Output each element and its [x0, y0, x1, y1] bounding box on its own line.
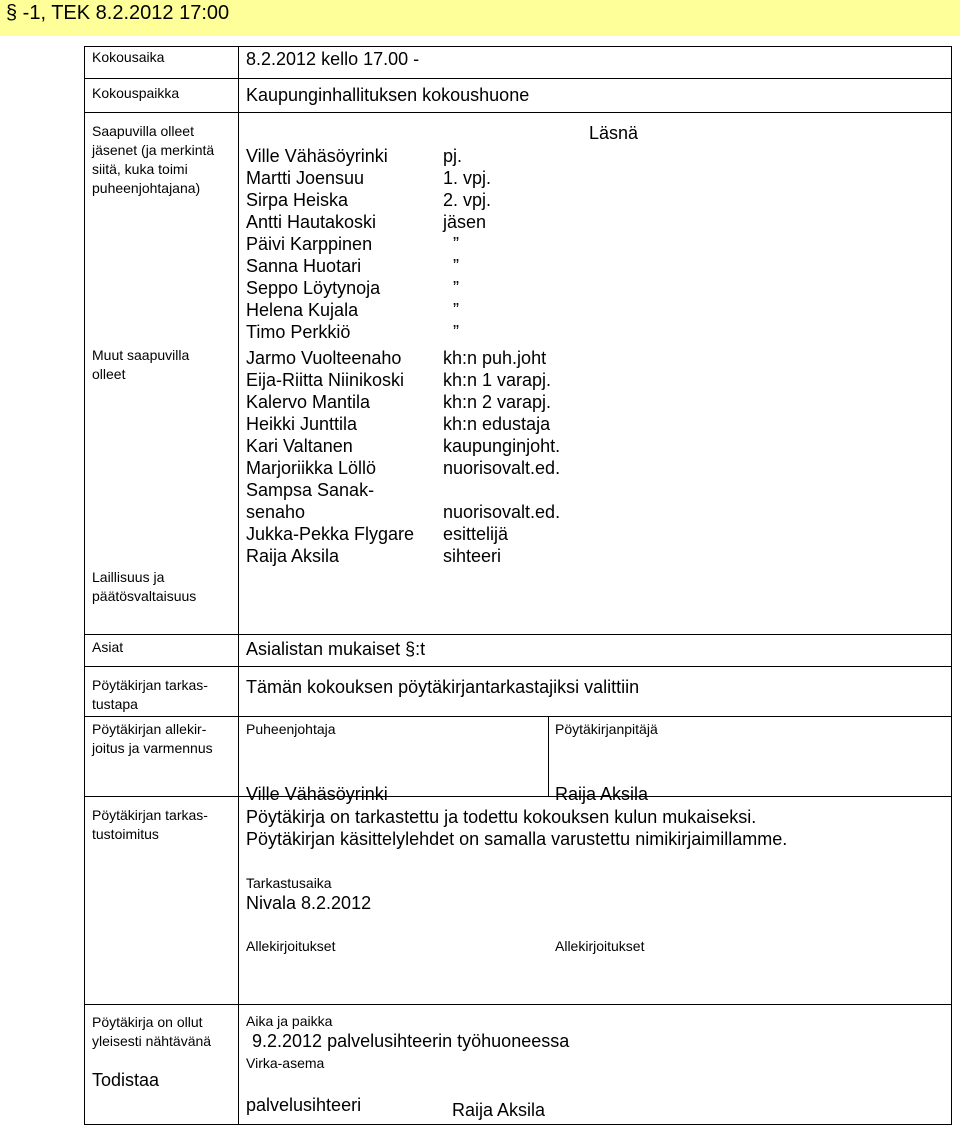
table-line [84, 666, 952, 667]
members-names [246, 145, 388, 343]
matters-value: Asialistan mukaiset §:t [246, 639, 426, 659]
member-name: Ville Vähäsöyrinki [246, 146, 388, 166]
table-line [84, 1004, 952, 1005]
meeting-place-label: Kokouspaikka [92, 85, 180, 101]
member-name: Martti Joensuu [246, 168, 365, 188]
other-role: nuorisovalt.ed. [443, 458, 561, 478]
signing-label: Pöytäkirjan allekir- joitus ja varmennus [92, 721, 213, 756]
table-line [84, 716, 952, 717]
others-roles [443, 347, 560, 567]
publication-place-value: 9.2.2012 palvelusihteerin työhuoneessa [252, 1031, 570, 1051]
table-line [84, 796, 952, 797]
secretary-name: Raija Aksila [555, 784, 649, 804]
member-role: 1. vpj. [443, 168, 492, 188]
meeting-place-value: Kaupunginhallituksen kokoushuone [246, 85, 530, 105]
chair-label: Puheenjohtaja [246, 721, 336, 737]
other-role: sihteeri [443, 546, 502, 566]
others-names [246, 347, 414, 567]
review-method-label: Pöytäkirjan tarkas- tustapa [92, 677, 208, 712]
member-role: ” [453, 234, 459, 254]
table-line [238, 46, 239, 1124]
member-role: ” [453, 322, 459, 342]
member-name: Sirpa Heiska [246, 190, 349, 210]
member-name: Seppo Löytynoja [246, 278, 381, 298]
review-method-value: Tämän kokouksen pöytäkirjantarkastajiksi valittiin [246, 677, 640, 697]
member-role: ” [453, 278, 459, 298]
quorum-label: Laillisuus ja päätösvaltaisuus [92, 569, 197, 604]
publication-place-label: Aika ja paikka [246, 1013, 333, 1029]
other-name: Marjoriikka Löllö [246, 458, 377, 478]
review-time-value: Nivala 8.2.2012 [246, 893, 372, 913]
matters-label: Asiat [92, 639, 124, 655]
member-name: Sanna Huotari [246, 256, 362, 276]
other-name: Sampsa Sanak- [246, 480, 375, 500]
member-role: ” [453, 300, 459, 320]
other-name: Kalervo Mantila [246, 392, 371, 412]
meeting-time-label: Kokousaika [92, 49, 165, 65]
other-name: Jukka-Pekka Flygare [246, 524, 415, 544]
members-roles [443, 145, 491, 343]
secretary-label: Pöytäkirjanpitäjä [555, 721, 658, 737]
table-line [548, 716, 549, 796]
other-role: kaupunginjoht. [443, 436, 561, 456]
table-line [84, 46, 85, 1124]
publication-label: Pöytäkirja on ollut yleisesti nähtävänä [92, 1014, 212, 1049]
table-line [84, 112, 952, 113]
other-name: senaho [246, 502, 306, 522]
member-role: jäsen [443, 212, 487, 232]
signatures-label-1: Allekirjoitukset [246, 938, 336, 954]
table-line [84, 634, 952, 635]
others-label: Muut saapuvilla olleet [92, 347, 190, 382]
other-role: esittelijä [443, 524, 509, 544]
review-label: Pöytäkirjan tarkas- tustoimitus [92, 807, 208, 842]
other-name: Heikki Junttila [246, 414, 358, 434]
other-role: kh:n edustaja [443, 414, 551, 434]
table-line [84, 46, 952, 47]
member-role: pj. [443, 146, 463, 166]
other-role: kh:n 2 varapj. [443, 392, 552, 412]
member-name: Antti Hautakoski [246, 212, 377, 232]
table-line [951, 46, 952, 1124]
other-name: Kari Valtanen [246, 436, 353, 456]
chair-name: Ville Vähäsöyrinki [246, 784, 388, 804]
publication-signer: Raija Aksila [452, 1100, 546, 1120]
signatures-label-2: Allekirjoitukset [555, 938, 645, 954]
other-role [443, 479, 560, 501]
member-role: ” [453, 256, 459, 276]
members-label: Saapuvilla olleet jäsenet (ja merkintä siitä, kuka toimi puheenjohtajana) [92, 123, 215, 196]
certify-label: Todistaa [92, 1070, 160, 1090]
present-header: Läsnä [589, 123, 639, 143]
other-role: kh:n 1 varapj. [443, 370, 552, 390]
review-time-label: Tarkastusaika [246, 875, 332, 891]
other-name: Eija-Riitta Niinikoski [246, 370, 405, 390]
member-name: Päivi Karppinen [246, 234, 373, 254]
member-name: Helena Kujala [246, 300, 359, 320]
other-name: Jarmo Vuolteenaho [246, 348, 402, 368]
member-name: Timo Perkkiö [246, 322, 351, 342]
table-line [84, 78, 952, 79]
position-label: Virka-asema [246, 1055, 325, 1071]
page-title: § -1, TEK 8.2.2012 17:00 [6, 2, 230, 24]
other-name: Raija Aksila [246, 546, 340, 566]
position-value: palvelusihteeri [246, 1095, 362, 1115]
review-text: Pöytäkirja on tarkastettu ja todettu kokouksen kulun mukaiseksi. Pöytäkirjan käsittelylehdet on samalla varustettu nimikirjaimillamme. [246, 807, 788, 849]
member-role: 2. vpj. [443, 190, 492, 210]
other-role: nuorisovalt.ed. [443, 502, 561, 522]
meeting-time-value: 8.2.2012 kello 17.00 - [246, 49, 420, 69]
other-role: kh:n puh.joht [443, 348, 547, 368]
